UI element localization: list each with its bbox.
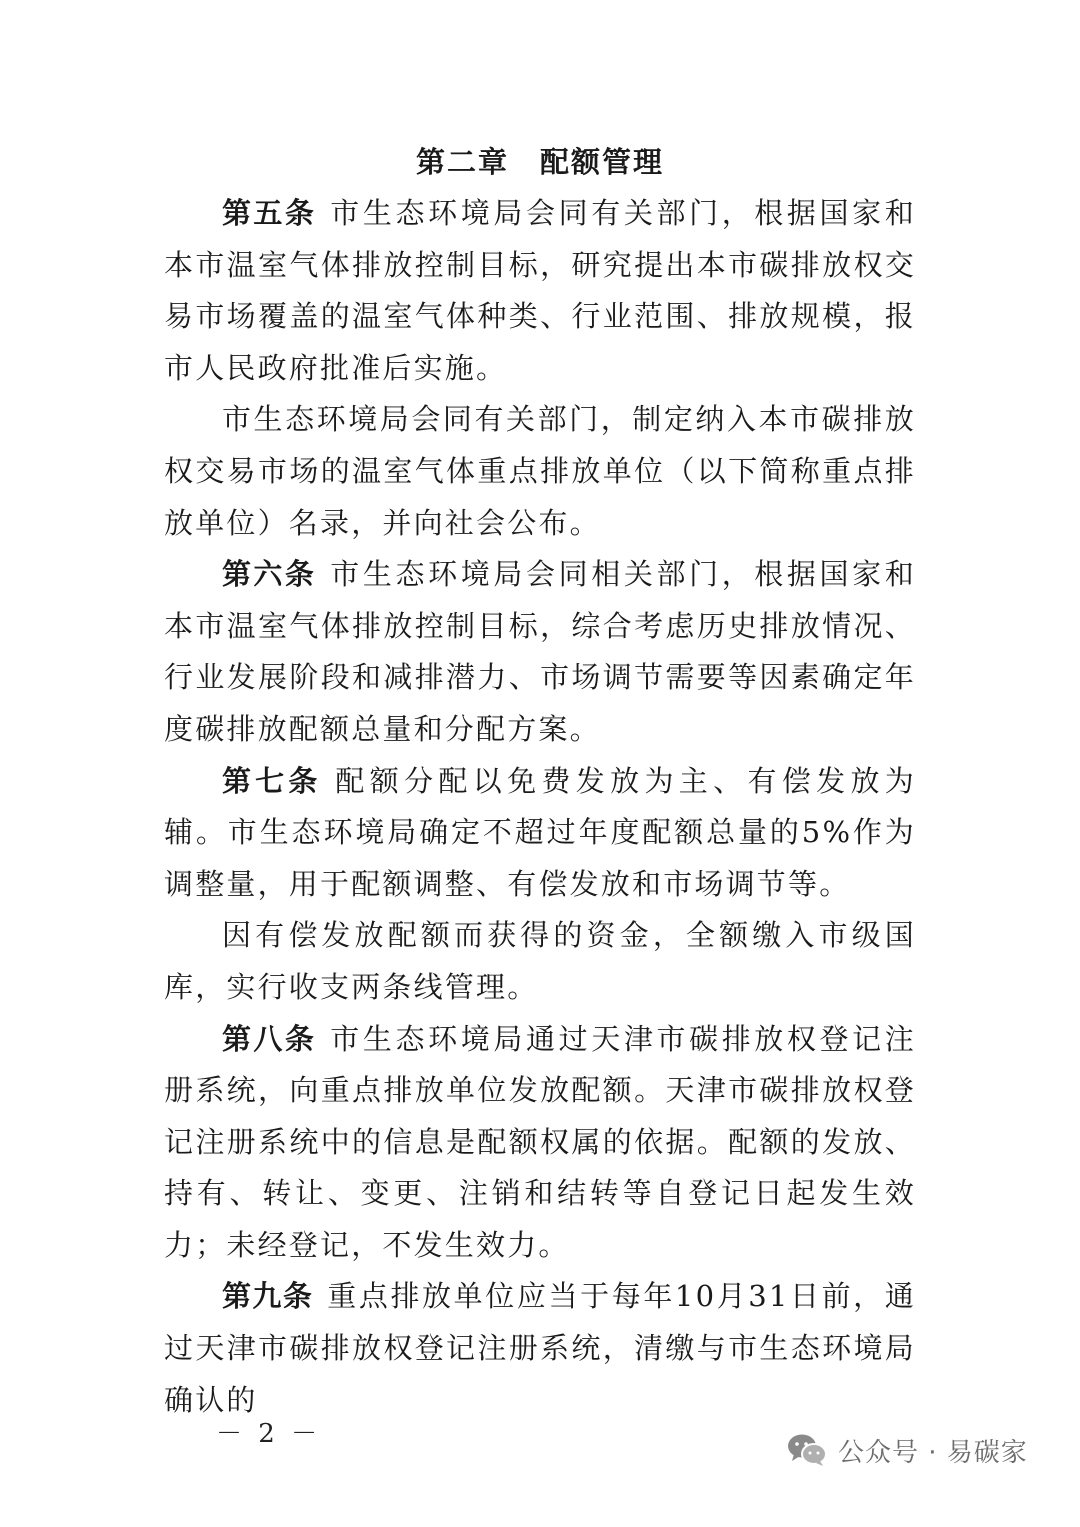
wechat-icon (786, 1432, 828, 1468)
article-6 (164, 549, 916, 755)
article-8 (164, 1014, 916, 1272)
article-text: 市生态环境局会同有关部门，根据国家和本市温室气体排放控制目标，研究提出本市碳排放权交易市场覆盖的温室气体种类、行业范围、排放规模，报市人民政府批准后实施。 (164, 196, 916, 385)
article-text: 市生态环境局会同相关部门，根据国家和本市温室气体排放控制目标，综合考虑历史排放情况、行业发展阶段和减排潜力、市场调节需要等因素确定年度碳排放配额总量和分配方案。 (164, 557, 916, 746)
watermark-text: 公众号 · 易碳家 (838, 1437, 1028, 1468)
article-7 (164, 756, 916, 911)
page-number: － 2 － (216, 1419, 322, 1449)
article-label: 第五条 (222, 196, 317, 230)
document-body (164, 188, 916, 1426)
paragraph (164, 910, 916, 1013)
article-label: 第七条 (222, 763, 322, 798)
chapter-title: 第二章 配额管理 (415, 145, 664, 179)
article-label: 第九条 (222, 1279, 314, 1314)
article-5 (164, 188, 916, 394)
paragraph (164, 394, 916, 549)
article-9 (164, 1271, 916, 1426)
article-label: 第六条 (222, 557, 317, 592)
paragraph-text: 因有偿发放配额而获得的资金，全额缴入市级国库，实行收支两条线管理。 (164, 918, 916, 1004)
article-label: 第八条 (222, 1021, 317, 1056)
article-text: 市生态环境局通过天津市碳排放权登记注册系统，向重点排放单位发放配额。天津市碳排放权登记注册系统中的信息是配额权属的依据。配额的发放、持有、转让、变更、注销和结转等自登记日起发生效力；未经登记，不发生效力。 (164, 1021, 916, 1262)
article-text: 配额分配以免费发放为主、有偿发放为辅。市生态环境局确定不超过年度配额总量的5%作为调整量，用于配额调整、有偿发放和市场调节等。 (164, 763, 916, 901)
watermark (786, 1430, 1028, 1470)
article-text: 重点排放单位应当于每年10月31日前，通过天津市碳排放权登记注册系统，清缴与市生态环境局确认的 (164, 1279, 916, 1417)
paragraph-text: 市生态环境局会同有关部门，制定纳入本市碳排放权交易市场的温室气体重点排放单位（以下简称重点排放单位）名录，并向社会公布。 (164, 402, 916, 540)
